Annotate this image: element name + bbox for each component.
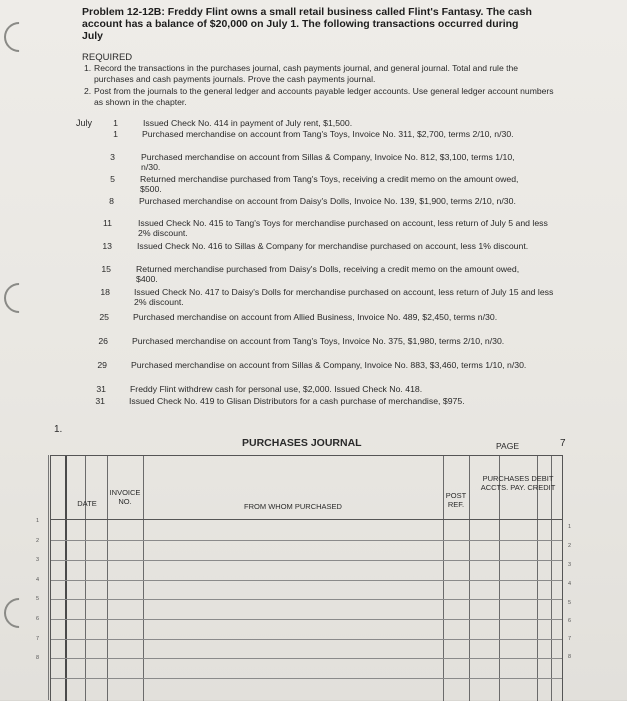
transaction-day: 25 [99,312,109,322]
transaction-day: 3 [110,152,115,162]
row-number: 7 [568,636,572,642]
transaction-day: 26 [98,336,108,346]
transaction-text: Issued Check No. 416 to Sillas & Company for merchandise purchased on account, less 1% discount. [137,241,529,251]
journal-title: PURCHASES JOURNAL [242,437,362,449]
row-number: 1 [568,524,572,530]
row-number: 4 [568,581,572,587]
transaction-text: Freddy Flint withdrew cash for personal use, $2,000. Issued Check No. 418. [130,384,423,394]
transaction-day: 8 [109,196,114,206]
required-item [84,63,554,84]
column-header-date: DATE [77,499,97,508]
row-number-band [30,455,49,700]
transaction-day: 5 [110,174,115,184]
row-number: 3 [568,562,572,568]
row-number: 5 [36,596,40,602]
transaction-text: Issued Check No. 419 to Glisan Distributors for a cash purchase of merchandise, $975. [129,396,465,406]
transaction-text: Purchased merchandise on account from Tang's Toys, Invoice No. 311, $2,700, terms 2/10, n/30. [142,129,514,139]
transaction-day: 1 [113,118,118,128]
question-number: 1. [54,424,63,435]
column-header-post-ref: POST REF. [445,491,467,509]
column-header-amount: PURCHASES DEBIT ACCTS. PAY. CREDIT [480,474,556,492]
row-number: 1 [36,518,40,524]
transaction-text: Returned merchandise purchased from Tang's Toys, receiving a credit memo on the amount owed, $500. [140,174,519,195]
transaction-text: Purchased merchandise on account from Sillas & Company, Invoice No. 812, $3,100, terms 1/10, n/30. [141,152,515,173]
transaction-day: 18 [100,287,110,297]
transaction-text: Purchased merchandise on account from Sillas & Company, Invoice No. 883, $3,460, terms 1/10, n/30. [131,360,527,370]
row-number: 7 [36,636,40,642]
row-number: 5 [568,600,572,606]
transaction-day: 31 [95,396,105,406]
transaction-text: Issued Check No. 414 in payment of July rent, $1,500. [143,118,353,128]
transaction-day: 31 [96,384,106,394]
transaction-day: 13 [102,241,112,251]
transaction-day: 15 [101,264,111,274]
row-number: 8 [568,654,572,660]
required-item-text: Post from the journals to the general ledger and accounts payable ledger accounts. Use general ledger account numbers as shown in the chapter. [94,86,554,107]
transaction-text: Purchased merchandise on account from Daisy's Dolls, Invoice No. 139, $1,900, terms 2/10, n/30. [139,196,516,206]
transaction-day: 29 [97,360,107,370]
problem-title: Problem 12-12B: Freddy Flint owns a small retail business called Flint's Fantasy. The cash account has a balance of $20,000 on July 1. The following transactions occurred during July [82,6,532,42]
row-number: 8 [36,655,40,661]
row-number: 2 [36,538,40,544]
transaction-text: Issued Check No. 415 to Tang's Toys for merchandise purchased on account, less return of July 5 and less 2% discount. [138,218,548,239]
transactions-month: July [76,118,93,128]
row-number: 6 [36,616,40,622]
column-header-from-whom: FROM WHOM PURCHASED [244,502,342,511]
page-label: PAGE [496,441,519,451]
transaction-text: Purchased merchandise on account from Allied Business, Invoice No. 489, $2,450, terms n/30. [133,312,498,322]
required-item-number: 2. [84,86,92,96]
row-number: 2 [568,543,572,549]
column-header-invoice: INVOICE NO. [109,488,141,506]
row-number: 3 [36,557,40,563]
required-item [84,86,554,107]
transaction-day: 1 [113,129,118,139]
binder-ring-icon [0,277,40,319]
transaction-text: Issued Check No. 417 to Daisy's Dolls for merchandise purchased on account, less return of July 15 and less 2% discount. [134,287,554,308]
transaction-text: Purchased merchandise on account from Tang's Toys, Invoice No. 375, $1,980, terms 2/10, n/30. [132,336,505,346]
row-number: 6 [568,618,572,624]
transaction-day: 11 [102,218,112,228]
transaction-text: Returned merchandise purchased from Daisy's Dolls, receiving a credit memo on the amount owed, $400. [136,264,520,285]
required-item-text: Record the transactions in the purchases journal, cash payments journal, and general journal. Total and rule the purchases and cash payments journals. Prove the cash payments journal. [94,63,519,84]
required-item-number: 1. [84,63,92,73]
row-number: 4 [36,577,40,583]
purchases-journal-table [50,455,563,701]
required-heading: REQUIRED [82,52,133,63]
page-number: 7 [560,438,566,449]
binder-ring-icon [0,16,40,58]
